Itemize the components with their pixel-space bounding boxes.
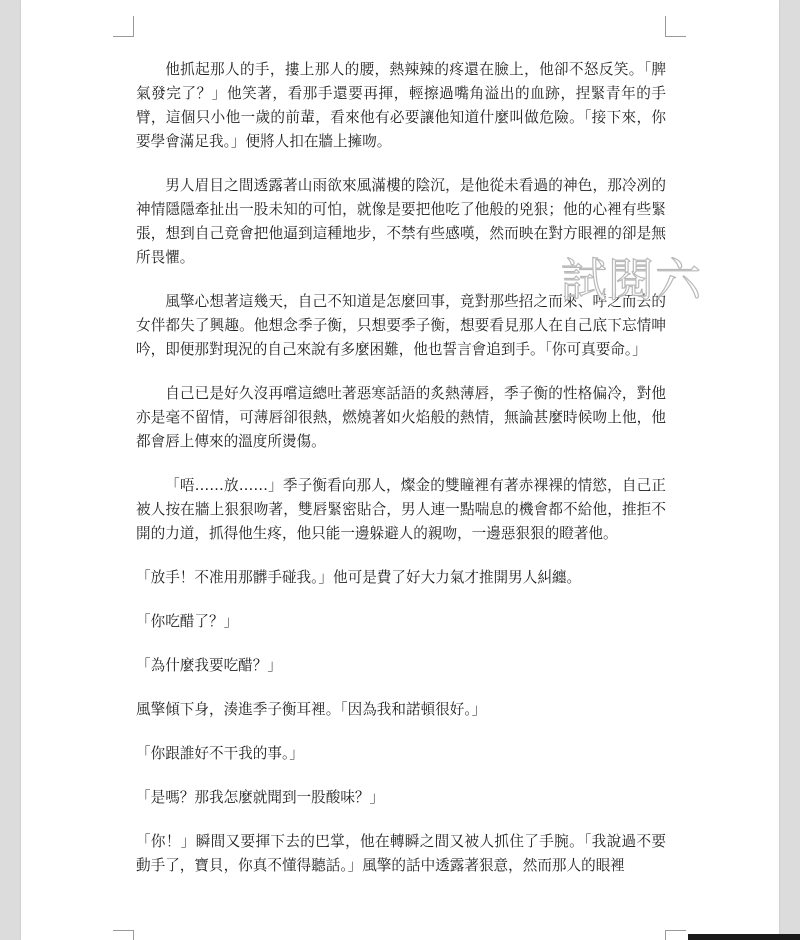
document-page [21, 0, 779, 940]
paragraph: 「是嗎？那我怎麼就聞到一股酸味？」 [136, 789, 385, 806]
paragraph: 風擎傾下身，湊進季子衡耳裡。「因為我和諾頓很好。」 [136, 701, 487, 718]
crop-mark-bottom-right [665, 930, 686, 940]
paragraph: 「放手！不准用那髒手碰我。」他可是費了好大力氣才推開男人糾纏。 [136, 569, 582, 586]
paragraph: 「你跟誰好不干我的事。」 [136, 745, 304, 762]
paragraph: 「為什麼我要吃醋？」 [136, 657, 282, 674]
paragraph: 他抓起那人的手，摟上那人的腰，熱辣辣的疼還在臉上，他卻不怒反笑。「脾氣發完了？」他笑著，看那手還要再揮，輕擦過嘴角溢出的血跡，捏緊青年的手臂，這個只小他一歲的前輩，看來他有必要讓他知道什麼叫做危險。「接下來，你要學會滿足我。」便將人扣在牆上擁吻。 [136, 61, 666, 150]
paragraph: 「唔……放……」季子衡看向那人，燦金的雙瞳裡有著赤裸裸的情慾，自己正被人按在牆上狠狠吻著，雙唇緊密貼合，男人連一點喘息的機會都不給他，推拒不開的力道，抓得他生疼，他只能一邊躲避人的親吻，一邊惡狠狠的瞪著他。 [136, 477, 666, 542]
crop-mark-bottom-left [113, 930, 134, 940]
paragraph: 風擎心想著這幾天，自己不知道是怎麼回事，竟對那些招之而來、呼之而去的女伴都失了興趣。他想念季子衡，只想要季子衡，想要看見那人在自己底下忘情呻吟，即便那對現況的自己來說有多麼困難，他也誓言會追到手。「你可真要命。」 [136, 293, 666, 358]
document-body [136, 58, 666, 898]
watermark-text: 試閱六 [561, 253, 702, 307]
taskbar-edge [688, 934, 800, 940]
paragraph: 自己已是好久沒再嚐這總吐著惡寒話語的炙熱薄唇，季子衡的性格偏冷，對他亦是毫不留情，可薄唇卻很熱，燃燒著如火焰般的熱情，無論甚麼時候吻上他，他都會唇上傳來的溫度所燙傷。 [136, 385, 666, 450]
paragraph: 男人眉目之間透露著山雨欲來風滿樓的陰沉，是他從未看過的神色，那冷冽的神情隱隱牽扯出一股未知的可怕，就像是要把他吃了他般的兇狠；他的心裡有些緊張，想到自己竟會把他逼到這種地步，不禁有些感嘆，然而映在對方眼裡的卻是無所畏懼。 [136, 177, 666, 266]
paragraph: 「你吃醋了？」 [136, 613, 239, 630]
crop-mark-top-right [665, 16, 686, 37]
crop-mark-top-left [113, 16, 134, 37]
paragraph: 「你！」瞬間又要揮下去的巴掌，他在轉瞬之間又被人抓住了手腕。「我說過不要動手了，寶貝，你真不懂得聽話。」風擎的話中透露著狠意，然而那人的眼裡 [136, 833, 666, 874]
